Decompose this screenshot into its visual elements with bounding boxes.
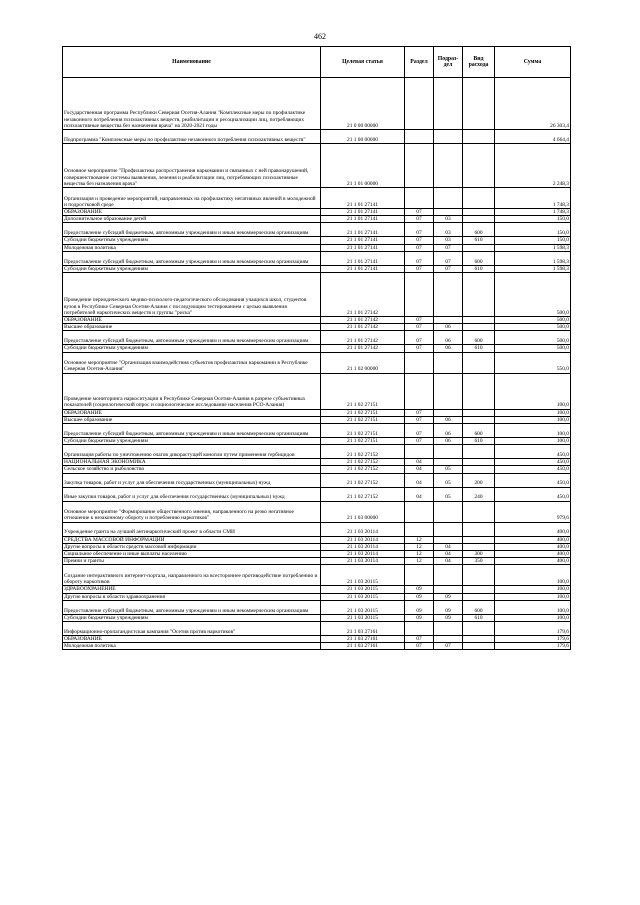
row-subsection: 06 — [434, 424, 463, 438]
table-header-row — [63, 47, 571, 78]
table-row — [63, 565, 571, 586]
row-amount: 450,0 — [495, 459, 571, 466]
table-row — [63, 424, 571, 438]
row-section — [405, 273, 434, 317]
row-name: Основное мероприятие "Профилактика распространения наркомании и связанных с ней правонарушений, совершенствование системы выявления, лечения и реабилитации лиц, потребляющих психоактивные вещества без назначения врача" — [63, 144, 321, 188]
row-target: 21 1 01 27141 — [321, 237, 405, 244]
row-subsection — [434, 536, 463, 543]
row-amount: 1 598,3 — [495, 244, 571, 251]
table-row — [63, 558, 571, 565]
row-section: 12 — [405, 536, 434, 543]
row-expense-type — [463, 352, 495, 373]
row-name: Подпрограмма "Комплексные меры по профилактике незаконного потребления психоактивных веществ" — [63, 130, 321, 144]
row-name: Субсидии бюджетным учреждениям — [63, 614, 321, 621]
row-amount: 400,0 — [495, 536, 571, 543]
row-section — [405, 188, 434, 209]
row-name: Предоставление субсидий бюджетным, автономным учреждениям и иным некоммерческим организациям — [63, 600, 321, 614]
row-amount: 500,0 — [495, 345, 571, 352]
row-section: 07 — [405, 237, 434, 244]
row-expense-type: 200 — [463, 473, 495, 487]
row-section: 07 — [405, 438, 434, 445]
row-subsection: 06 — [434, 324, 463, 331]
row-subsection — [434, 501, 463, 522]
table-row — [63, 216, 571, 223]
row-section: 04 — [405, 487, 434, 501]
row-expense-type — [463, 273, 495, 317]
row-amount: 400,0 — [495, 543, 571, 550]
row-subsection: 09 — [434, 593, 463, 600]
row-amount: 100,0 — [495, 614, 571, 621]
row-name: Информационно-пропагандистская кампания "Осетия против наркотиков" — [63, 622, 321, 636]
row-section: 07 — [405, 409, 434, 416]
table-row — [63, 501, 571, 522]
row-target: 21 1 01 27141 — [321, 251, 405, 265]
row-subsection — [434, 445, 463, 459]
table-row — [63, 466, 571, 473]
row-expense-type — [463, 209, 495, 216]
row-amount: 400,0 — [495, 551, 571, 558]
row-section — [405, 78, 434, 130]
row-section — [405, 565, 434, 586]
row-amount: 450,0 — [495, 473, 571, 487]
row-amount: 500,0 — [495, 317, 571, 324]
budget-table — [62, 46, 571, 650]
row-amount: 4 664,4 — [495, 130, 571, 144]
row-name: Субсидии бюджетным учреждениям — [63, 438, 321, 445]
row-name: ОБРАЗОВАНИЕ — [63, 409, 321, 416]
table-row — [63, 543, 571, 550]
row-name: Иные закупки товаров, работ и услуг для обеспечения государственных (муниципальных) нужд — [63, 487, 321, 501]
row-section: 07 — [405, 636, 434, 643]
row-subsection — [434, 373, 463, 409]
row-name: Премии и гранты — [63, 558, 321, 565]
row-subsection — [434, 565, 463, 586]
row-target: 21 1 02 27151 — [321, 424, 405, 438]
row-target: 21 0 00 00000 — [321, 78, 405, 130]
row-target: 21 1 03 00000 — [321, 501, 405, 522]
row-expense-type — [463, 522, 495, 536]
row-subsection: 07 — [434, 265, 463, 272]
table-row — [63, 188, 571, 209]
row-subsection: 05 — [434, 487, 463, 501]
table-row — [63, 273, 571, 317]
row-subsection: 06 — [434, 438, 463, 445]
table-row — [63, 473, 571, 487]
row-expense-type — [463, 459, 495, 466]
row-section: 09 — [405, 614, 434, 621]
row-target: 21 1 03 20114 — [321, 536, 405, 543]
row-target: 21 1 01 27142 — [321, 345, 405, 352]
table-row — [63, 331, 571, 345]
table-row — [63, 636, 571, 643]
row-target: 21 1 01 27141 — [321, 188, 405, 209]
row-amount: 450,0 — [495, 487, 571, 501]
row-section: 07 — [405, 331, 434, 345]
row-target: 21 1 03 20115 — [321, 593, 405, 600]
row-name: Другие вопросы в области здравоохранения — [63, 593, 321, 600]
row-target: 21 1 01 27141 — [321, 265, 405, 272]
row-expense-type: 300 — [463, 551, 495, 558]
row-name: Высшее образование — [63, 324, 321, 331]
row-subsection — [434, 188, 463, 209]
row-target: 21 1 03 20114 — [321, 543, 405, 550]
row-amount: 500,0 — [495, 324, 571, 331]
row-subsection — [434, 586, 463, 593]
row-subsection — [434, 209, 463, 216]
row-subsection: 03 — [434, 237, 463, 244]
row-subsection: 04 — [434, 558, 463, 565]
row-amount: 179,6 — [495, 643, 571, 650]
table-row — [63, 487, 571, 501]
row-name: Учреждение гранта на лучший антинаркотический проект в области СМИ — [63, 522, 321, 536]
table-row — [63, 345, 571, 352]
row-subsection — [434, 130, 463, 144]
row-section: 04 — [405, 459, 434, 466]
row-subsection: 07 — [434, 244, 463, 251]
row-amount: 550,0 — [495, 352, 571, 373]
row-section: 04 — [405, 466, 434, 473]
table-row — [63, 78, 571, 130]
row-name: Социальное обеспечение и иные выплаты населению — [63, 551, 321, 558]
row-expense-type — [463, 622, 495, 636]
row-expense-type: 600 — [463, 331, 495, 345]
row-subsection — [434, 522, 463, 536]
row-subsection: 07 — [434, 643, 463, 650]
row-amount: 2 248,3 — [495, 144, 571, 188]
table-row — [63, 643, 571, 650]
row-name: Организация и проведение мероприятий, направленных на профилактику негативных явлений в молодежной и подростковой среде — [63, 188, 321, 209]
row-expense-type — [463, 188, 495, 209]
row-amount: 100,0 — [495, 600, 571, 614]
row-section: 07 — [405, 251, 434, 265]
row-target: 21 1 03 27161 — [321, 643, 405, 650]
row-amount: 979,6 — [495, 501, 571, 522]
row-section: 04 — [405, 473, 434, 487]
row-amount: 150,0 — [495, 237, 571, 244]
row-expense-type — [463, 244, 495, 251]
row-target: 21 1 02 27152 — [321, 473, 405, 487]
row-section: 07 — [405, 317, 434, 324]
table-row — [63, 593, 571, 600]
row-name: Субсидии бюджетным учреждениям — [63, 345, 321, 352]
row-amount: 400,0 — [495, 558, 571, 565]
table-row — [63, 536, 571, 543]
table-row — [63, 600, 571, 614]
row-name: Закупка товаров, работ и услуг для обеспечения государственных (муниципальных) нужд — [63, 473, 321, 487]
row-subsection: 09 — [434, 600, 463, 614]
row-section: 09 — [405, 600, 434, 614]
row-section: 12 — [405, 551, 434, 558]
header-subsection: Подраз- дел — [434, 47, 463, 78]
table-row — [63, 614, 571, 621]
row-amount: 150,0 — [495, 216, 571, 223]
row-section: 09 — [405, 586, 434, 593]
row-expense-type — [463, 409, 495, 416]
header-expense-type: Вид расхода — [463, 47, 495, 78]
row-section — [405, 501, 434, 522]
row-target: 21 1 02 27151 — [321, 416, 405, 423]
row-target: 21 1 01 27141 — [321, 244, 405, 251]
row-name: Организация работы по уничтожению очагов дикорастущей конопли путем применения гербицидов — [63, 445, 321, 459]
row-subsection: 06 — [434, 416, 463, 423]
row-subsection: 04 — [434, 543, 463, 550]
row-target: 21 1 02 27151 — [321, 438, 405, 445]
row-amount: 450,0 — [495, 445, 571, 459]
row-section: 07 — [405, 643, 434, 650]
row-name: ОБРАЗОВАНИЕ — [63, 317, 321, 324]
row-expense-type: 600 — [463, 251, 495, 265]
row-section: 07 — [405, 223, 434, 237]
table-row — [63, 445, 571, 459]
row-section: 07 — [405, 345, 434, 352]
header-target: Целевая статья — [321, 47, 405, 78]
table-row — [63, 373, 571, 409]
row-expense-type: 610 — [463, 345, 495, 352]
row-target: 21 1 03 20114 — [321, 522, 405, 536]
row-expense-type — [463, 445, 495, 459]
row-name: Создание интерактивного интернет-портала, направленного на всестороннее противодействие потреблению и обороту наркотиков — [63, 565, 321, 586]
row-expense-type — [463, 416, 495, 423]
row-subsection: 07 — [434, 251, 463, 265]
row-subsection: 06 — [434, 331, 463, 345]
row-target: 21 1 03 20115 — [321, 586, 405, 593]
row-name: Субсидии бюджетным учреждениям — [63, 265, 321, 272]
row-target: 21 1 03 20114 — [321, 558, 405, 565]
table-row — [63, 317, 571, 324]
row-expense-type: 600 — [463, 223, 495, 237]
row-subsection: 03 — [434, 216, 463, 223]
row-target: 21 1 02 27152 — [321, 445, 405, 459]
row-amount: 26 303,4 — [495, 78, 571, 130]
row-expense-type: 610 — [463, 265, 495, 272]
row-name: ОБРАЗОВАНИЕ — [63, 636, 321, 643]
row-name: Молодежная политика — [63, 244, 321, 251]
row-target: 21 1 01 27141 — [321, 223, 405, 237]
row-subsection — [434, 352, 463, 373]
row-target: 21 1 01 27141 — [321, 209, 405, 216]
row-section: 07 — [405, 244, 434, 251]
row-name: Основное мероприятие "Организация взаимодействия субъектов профилактики наркомании в Республике Северная Осетия-Алания" — [63, 352, 321, 373]
row-expense-type — [463, 501, 495, 522]
row-amount: 100,0 — [495, 593, 571, 600]
row-expense-type — [463, 216, 495, 223]
row-subsection: 05 — [434, 473, 463, 487]
row-target: 21 1 01 00000 — [321, 144, 405, 188]
row-amount: 1 748,3 — [495, 188, 571, 209]
row-name: Основное мероприятие "Формирование общественного мнения, направленного на резко негативное отношение к незаконному обороту и потреблению наркотиков" — [63, 501, 321, 522]
row-section: 12 — [405, 558, 434, 565]
row-target: 21 1 01 27142 — [321, 317, 405, 324]
row-amount: 179,6 — [495, 636, 571, 643]
row-amount: 500,0 — [495, 331, 571, 345]
row-name: Проведение мониторинга наркоситуации в Республике Северная Осетия-Алания в разрезе субъективных показателей (социологический опрос и социологическое исследование населения РСО-Алания) — [63, 373, 321, 409]
row-section — [405, 130, 434, 144]
row-expense-type — [463, 144, 495, 188]
row-expense-type — [463, 130, 495, 144]
row-section: 07 — [405, 424, 434, 438]
row-subsection: 09 — [434, 614, 463, 621]
row-subsection: 05 — [434, 466, 463, 473]
table-row — [63, 237, 571, 244]
row-expense-type: 600 — [463, 424, 495, 438]
table-row — [63, 144, 571, 188]
table-row — [63, 459, 571, 466]
row-subsection — [434, 636, 463, 643]
row-subsection — [434, 78, 463, 130]
row-section: 09 — [405, 593, 434, 600]
row-amount: 500,0 — [495, 273, 571, 317]
table-row — [63, 622, 571, 636]
row-target: 21 1 00 00000 — [321, 130, 405, 144]
row-name: Проведение периодического медико-психолого-педагогического обследования учащихся школ, студентов вузов в Республике Северная Осетия-Алания с последующим тестированием с целью выявления потребителей наркотических веществ и группы "риска" — [63, 273, 321, 317]
row-subsection: 04 — [434, 551, 463, 558]
table-row — [63, 265, 571, 272]
table-row — [63, 522, 571, 536]
table-body — [63, 78, 571, 650]
table-row — [63, 324, 571, 331]
row-section — [405, 522, 434, 536]
row-expense-type — [463, 78, 495, 130]
row-section: 07 — [405, 416, 434, 423]
row-name: Молодежная политика — [63, 643, 321, 650]
table-row — [63, 352, 571, 373]
header-name: Наименование — [63, 47, 321, 78]
row-expense-type — [463, 643, 495, 650]
row-name: Предоставление субсидий бюджетным, автономным учреждениям и иным некоммерческим организациям — [63, 251, 321, 265]
row-amount: 100,0 — [495, 373, 571, 409]
row-target: 21 1 03 20115 — [321, 614, 405, 621]
row-name: СРЕДСТВА МАССОВОЙ ИНФОРМАЦИИ — [63, 536, 321, 543]
row-target: 21 1 01 27141 — [321, 216, 405, 223]
row-subsection — [434, 317, 463, 324]
row-name: Дополнительное образование детей — [63, 216, 321, 223]
row-name: Предоставление субсидий бюджетным, автономным учреждениям и иным некоммерческим организациям — [63, 223, 321, 237]
table-row — [63, 209, 571, 216]
row-target: 21 1 03 20114 — [321, 551, 405, 558]
header-amount: Сумма — [495, 47, 571, 78]
row-amount: 100,0 — [495, 409, 571, 416]
table-row — [63, 586, 571, 593]
row-target: 21 1 02 27151 — [321, 409, 405, 416]
row-expense-type — [463, 543, 495, 550]
row-section: 12 — [405, 543, 434, 550]
row-target: 21 1 01 27142 — [321, 331, 405, 345]
row-subsection: 03 — [434, 223, 463, 237]
row-section — [405, 445, 434, 459]
row-expense-type: 350 — [463, 558, 495, 565]
table-row — [63, 223, 571, 237]
row-target: 21 1 02 27152 — [321, 466, 405, 473]
row-amount: 450,0 — [495, 466, 571, 473]
row-target: 21 1 01 27142 — [321, 324, 405, 331]
row-amount: 100,0 — [495, 438, 571, 445]
row-target: 21 1 02 27152 — [321, 487, 405, 501]
row-expense-type — [463, 373, 495, 409]
row-subsection — [434, 409, 463, 416]
row-amount: 1 598,3 — [495, 265, 571, 272]
row-target: 21 1 03 27161 — [321, 622, 405, 636]
row-section: 07 — [405, 265, 434, 272]
row-name: Субсидии бюджетным учреждениям — [63, 237, 321, 244]
table-row — [63, 551, 571, 558]
row-amount: 1 598,3 — [495, 251, 571, 265]
row-amount: 100,0 — [495, 424, 571, 438]
page-number: 462 — [314, 32, 326, 41]
row-section — [405, 373, 434, 409]
row-target: 21 1 02 00000 — [321, 352, 405, 373]
row-target: 21 1 03 20115 — [321, 565, 405, 586]
row-target: 21 1 01 27142 — [321, 273, 405, 317]
row-name: Высшее образование — [63, 416, 321, 423]
row-amount: 100,0 — [495, 565, 571, 586]
row-expense-type — [463, 466, 495, 473]
row-name: ОБРАЗОВАНИЕ — [63, 209, 321, 216]
row-subsection — [434, 144, 463, 188]
row-expense-type — [463, 586, 495, 593]
row-expense-type: 610 — [463, 237, 495, 244]
row-section — [405, 352, 434, 373]
row-name: Сельское хозяйство и рыболовство — [63, 466, 321, 473]
row-target: 21 1 02 27151 — [321, 373, 405, 409]
row-name: Предоставление субсидий бюджетным, автономным учреждениям и иным некоммерческим организациям — [63, 331, 321, 345]
row-expense-type — [463, 565, 495, 586]
row-amount: 179,6 — [495, 622, 571, 636]
row-section: 07 — [405, 209, 434, 216]
row-name: Государственная программа Республики Северная Осетия-Алания "Комплексные меры по профилактике незаконного потребления психоактивных веществ, реабилитации и ресоциализации лиц, потребляющих психоактивные вещества без назначения врача" на 2020-2021 годы — [63, 78, 321, 130]
row-amount: 400,0 — [495, 522, 571, 536]
row-section: 07 — [405, 324, 434, 331]
row-amount: 150,0 — [495, 223, 571, 237]
row-target: 21 1 03 20115 — [321, 600, 405, 614]
row-expense-type: 610 — [463, 438, 495, 445]
row-amount: 100,0 — [495, 416, 571, 423]
row-name: Другие вопросы в области средств массовой информации — [63, 543, 321, 550]
row-section — [405, 144, 434, 188]
row-expense-type — [463, 324, 495, 331]
row-expense-type: 610 — [463, 614, 495, 621]
table-row — [63, 130, 571, 144]
row-name: НАЦИОНАЛЬНАЯ ЭКОНОМИКА — [63, 459, 321, 466]
row-subsection — [434, 459, 463, 466]
header-section: Раздел — [405, 47, 434, 78]
table-row — [63, 438, 571, 445]
table-row — [63, 244, 571, 251]
row-expense-type — [463, 317, 495, 324]
row-subsection: 06 — [434, 345, 463, 352]
row-section: 07 — [405, 216, 434, 223]
row-expense-type — [463, 593, 495, 600]
row-name: ЗДРАВООХРАНЕНИЕ — [63, 586, 321, 593]
row-expense-type — [463, 536, 495, 543]
table-row — [63, 251, 571, 265]
table-row — [63, 409, 571, 416]
row-section — [405, 622, 434, 636]
row-subsection — [434, 273, 463, 317]
row-expense-type — [463, 636, 495, 643]
row-expense-type: 600 — [463, 600, 495, 614]
row-amount: 100,0 — [495, 586, 571, 593]
row-expense-type: 240 — [463, 487, 495, 501]
row-target: 21 1 02 27152 — [321, 459, 405, 466]
row-subsection — [434, 622, 463, 636]
row-target: 21 1 03 27161 — [321, 636, 405, 643]
row-name: Предоставление субсидий бюджетным, автономным учреждениям и иным некоммерческим организациям — [63, 424, 321, 438]
row-amount: 1 748,3 — [495, 209, 571, 216]
table-row — [63, 416, 571, 423]
